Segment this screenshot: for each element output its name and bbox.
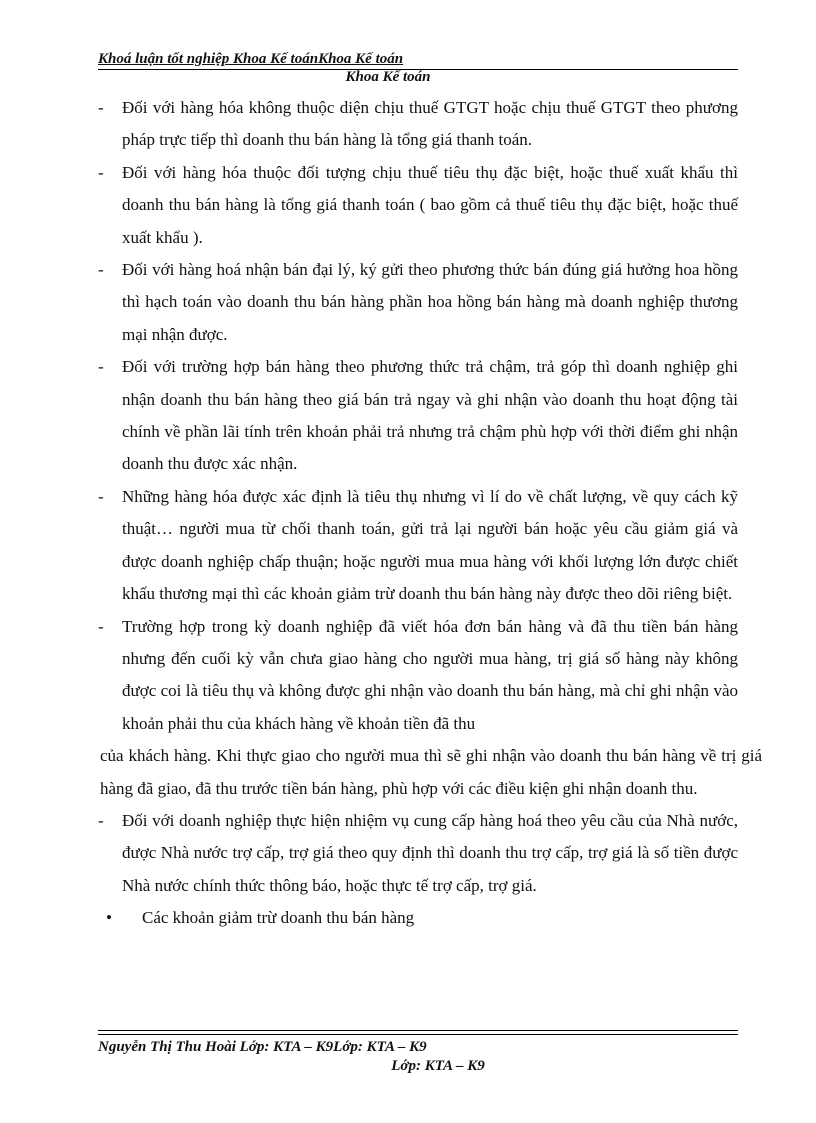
item-text: Đối với hàng hoá nhận bán đại lý, ký gửi theo phương thức bán đúng giá hưởng hoa hồng thì hạch toán vào doanh thu bán hàng phần hoa hồng bán hàng mà doanh nghiệp thương mại nhận được. [122,260,738,344]
page-header [98,50,738,86]
dash-marker: - [98,162,104,182]
dash-marker: - [98,810,104,830]
document-body [98,92,762,934]
item-text: Đối với trường hợp bán hàng theo phương thức trả chậm, trả góp thì doanh nghiệp ghi nhận doanh thu bán hàng theo giá bán trả ngay và ghi nhận vào doanh thu hoạt động tài chính về phần lãi tính trên khoản phải trả nhưng trả chậm phù hợp với thời điểm ghi nhận doanh thu được xác nhận. [122,357,738,474]
list-item [98,157,738,254]
item-continuation-text: của khách hàng. Khi thực giao cho người mua thì sẽ ghi nhận vào doanh thu bán hàng về trị giá hàng đã giao, đã thu trước tiền bán hàng, phù hợp với các điều kiện ghi nhận doanh thu. [100,746,762,798]
bullet-text: Các khoản giảm trừ doanh thu bán hàng [142,908,415,928]
header-rule-top [98,69,738,70]
item-text: Đối với doanh nghiệp thực hiện nhiệm vụ cung cấp hàng hoá theo yêu cầu của Nhà nước, được Nhà nước trợ cấp, trợ giá theo quy định thì doanh thu trợ cấp, trợ giá là số tiền được Nhà nước chính thức thông báo, hoặc thực tế trợ cấp, trợ giá. [122,810,738,895]
footer-author: Nguyễn Thị Thu Hoài Lớp: KTA – K9Lớp: KTA – K9 [98,1039,427,1055]
list-item [98,481,738,611]
list-item [98,805,738,902]
item-text: Đối với hàng hóa không thuộc diện chịu thuế GTGT hoặc chịu thuế GTGT theo phương pháp trực tiếp thì doanh thu bán hàng là tổng giá thanh toán. [122,98,738,150]
dash-marker: - [98,486,104,506]
dash-marker: - [98,357,104,377]
list-item [98,92,738,157]
item-text: Những hàng hóa được xác định là tiêu thụ nhưng vì lí do về chất lượng, về quy cách kỹ thuật… người mua từ chối thanh toán, gửi trả lại người bán hoặc yêu cầu giảm giá và được doanh nghiệp chấp thuận; hoặc người mua mua hàng với khối lượng lớn được chiết khấu thương mại thì các khoản giảm trừ doanh thu bán hàng này được theo dõi riêng biệt. [122,486,738,604]
list-item [98,611,762,805]
footer-class: Lớp: KTA – K9 [391,1058,485,1074]
header-subtitle: Khoa Kế toán [345,69,431,85]
item-text: Đối với hàng hóa thuộc đối tượng chịu thuế tiêu thụ đặc biệt, hoặc thuế xuất khẩu thì doanh thu bán hàng là tổng giá thanh toán ( bao gồm cả thuế tiêu thụ đặc biệt, hoặc thuế xuất khẩu ). [122,162,738,247]
dash-marker: - [98,260,104,280]
dash-marker: - [98,616,104,636]
dash-marker: - [98,98,104,117]
footer-rule-top [98,1030,738,1031]
page-footer [98,1038,738,1076]
footer-rule-bottom [98,1034,738,1035]
list-item [98,254,738,351]
bullet-item [106,902,738,934]
list-item [98,351,738,481]
item-text: Trường hợp trong kỳ doanh nghiệp đã viết hóa đơn bán hàng và đã thu tiền bán hàng nhưng đến cuối kỳ vẫn chưa giao hàng cho người mua hàng, trị giá số hàng này không được coi là tiêu thụ và không được ghi nhận vào doanh thu bán hàng, mà chỉ ghi nhận vào khoản phải thu của khách hàng về khoản tiền đã thu [122,616,738,733]
bullet-marker: • [106,908,112,928]
header-title: Khoá luận tốt nghiệp Khoa Kế toánKhoa Kế toán [98,51,404,67]
